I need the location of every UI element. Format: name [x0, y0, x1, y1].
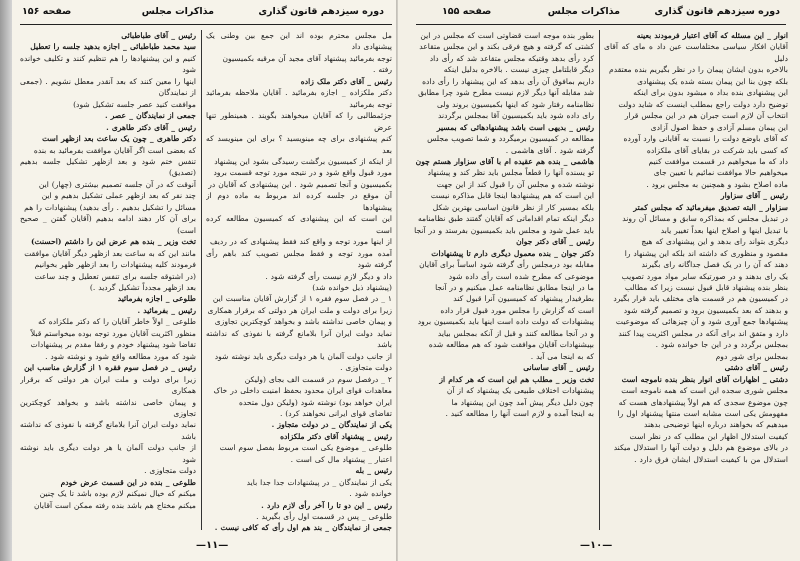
speaker-line: تخت وزیر _ بنده هم عرض این را داشتم (احسنت) — [30, 237, 196, 247]
right-page-footer: —۱۰— — [580, 540, 613, 551]
left-page-edge-shadow — [0, 0, 12, 561]
text-line: باید عمل شود و مجلس باید بکمیسیون بفرستد و در آنجا — [414, 225, 594, 235]
speaker-line: دشتی _ اظهارات آقای انوار بنظر بنده ناموجه است — [621, 374, 788, 384]
text-line: کنیم و این پیشنهادها را هم تنظیم کنند و تکلیف خوانده شود — [20, 53, 196, 75]
right-page-left-column — [414, 30, 594, 535]
speaker-line: رئیس _ آقای دکتر طاهری . — [106, 122, 196, 132]
text-line: دیگری بتواند رای بدهد و این پیشنهادی که هیچ — [641, 237, 788, 247]
text-line: این است که این پیشنهادی که کمیسیون مطالعه کرده است — [206, 214, 392, 235]
text-line: تقاضا شود پیشنهاد خودم و رفقا مقدم بر پیشنهادات — [30, 340, 196, 350]
text-line: معاهدات قوای ایران محدود بحفظ امنیت داخلی در خاک — [213, 386, 392, 396]
text-line: اعتبار _ پیشنهاد مال کی است . — [290, 454, 392, 464]
text-line: بطرفیدار پیشنهاد که کمیسیون آنرا قبول کند — [453, 294, 594, 304]
text-line: استدلال من با کیفیت استدلال ایشان فرق دارد . — [634, 454, 788, 464]
left-page-header — [14, 6, 394, 24]
speaker-line: دکتر جوان _ بنده معمول دیگری دارم تا پیشنهادات — [431, 248, 594, 258]
text-line: تو یسنده آنها را قطعاً مجلس باید نظر کند و پیشنهاد — [427, 168, 594, 178]
text-line: (در اشتوقه جلسه برای تنفس تعطیل و چند ساعت — [34, 271, 196, 281]
text-line: بعد ازظهر مجدداً تشکیل گردید .) — [89, 282, 196, 292]
text-line: در بالای موضوع هم دلیل و دولت آنها را استدلال میکند — [613, 443, 788, 453]
text-line: نوشته شده و مجلس آن را قبول کند از این جهت — [436, 179, 594, 189]
speaker-line: رئیس _ در فصل سوم فقره ۱ از گزارش مناسب این — [24, 363, 196, 373]
text-line: تنفس ختم شود و بعد ازظهر تشکیل جلسه بدهیم (تصدیق) — [20, 156, 196, 178]
text-line: منظور اکثریت آقایان مورد توجه بوده میخواستم قبلاً — [30, 328, 196, 338]
text-line: و بدهند که بعد بکمیسیون برود و تصمیم گرفته شود — [623, 305, 788, 315]
text-line: اینها را معین کنند که بعد آنقدر معطل نشویم . (جمعی از نمایندگان — [20, 76, 196, 98]
speaker-line: جمعی از نمایندگان _ عصر . — [104, 111, 196, 121]
text-line: این پیشنهادی بنده بداد ه میشود بدون برای اینکه — [633, 88, 788, 98]
speaker-line: رئیس _ آقای دشتی — [724, 363, 788, 373]
text-line: ماده اصلاح بشود و همچنین به مجلس برود . — [646, 179, 788, 189]
text-line: داد و دیگر لازم نیست رأی گرفته شود . — [265, 271, 392, 281]
text-line: طلوعی _ اولاً خاطر آقایان را که دکتر ملکزاده که — [38, 317, 196, 327]
speaker-line: یکی از نمایندگان _ در دولت متجاوز . — [271, 420, 392, 430]
text-line: انتخاب آن لازم است جبران هم در این مجلس قرار — [624, 111, 788, 121]
speaker-line: رئیس _ آقای طباطبائی — [121, 31, 196, 40]
text-line: رای داده شود باید بکمیسیون آقا بمجلس برگردند — [438, 111, 594, 121]
left-page-left-column — [20, 30, 196, 535]
speaker-line: انوار _ این مسئله که آقای اعتبار فرمودند بعینه — [636, 31, 788, 40]
speaker-line: سزاوار _ البته تصدیق میفرمائید که مجلس کمتر — [633, 202, 788, 212]
text-line: ۱ _ در فصل سوم فقره ۱ از گزارش آقایان مناسبت این — [212, 294, 392, 304]
text-line: چند نفر که بعد ازظهر عملی تشکیل بدهیم و این — [41, 191, 196, 201]
speaker-line: دکتر طاهری _ چون یک ساعت بعد ازظهر است — [42, 134, 196, 144]
text-line: کرد رأی بدهد وقتیکه مجلس متقاعد شد که رأی داد — [429, 53, 594, 63]
text-line: مسائل را تشکیل بدهیم . رأی بدهید) پیشنهادات را هم — [24, 202, 196, 212]
text-line: بکمیسیون و آنجا تصمیم شود . این پیشنهادی که آقایان در — [208, 179, 392, 189]
left-page-header-rule — [20, 24, 392, 25]
speaker-line: رئیس _ بله — [355, 466, 392, 476]
text-line: دکتر ملکزاده _ اجازه بفرمائید . آقایان ملاحظه بفرمائید توجه بفرمائید — [206, 88, 392, 109]
text-line: (پیشنهاد ذیل خوانده شد) — [312, 282, 392, 292]
text-line: بالاخره بدون ایشان پیمان را در نظر بگیریم بنده معتقدم — [609, 65, 788, 75]
left-page-number: صفحه ۱۵۶ — [22, 6, 72, 17]
text-line: ما در اینجا مطابق نظامنامه عمل میکنیم و در آنجا — [435, 282, 594, 292]
text-line — [206, 534, 392, 535]
text-line: میکنم که خیال نمیکنم لازم بوده باشد تا یک چنین — [39, 489, 196, 499]
text-line: مانند این که به ساعت بعد ازظهر دیگر آقایان موافقت — [24, 248, 196, 258]
text-line: و در آنجا مطالعه کنند و قبل از آنکه بمجلس بیاید — [437, 328, 594, 338]
text-line: به اینجا آمده و لازم است آنها را مطالعه کنید . — [445, 408, 594, 418]
speaker-line: هاشمی _ بنده هم عقیده ام با آقای سزاوار هستم چون — [415, 156, 594, 166]
text-line: فرمودند کلیه پیشنهادات را بعد ازظهر ظهر بخوانیم — [34, 260, 196, 270]
text-line: میخواهیم حالا موافقت نمائیم با تعیین جای — [653, 168, 788, 178]
text-line: شود که مورد مطالعه واقع شود و نوشته شود . — [45, 351, 196, 361]
speaker-line: طلوعی _ اجازه بفرمائید — [117, 294, 196, 304]
text-line: مقصود و منظوری که داشته اند بلکه این پیشنهاد را — [624, 248, 788, 258]
text-line: ۲ _ درفصل سوم در قسمت الف بجای (ولیکن — [244, 374, 392, 384]
text-line: جزئمطالبی را که آقایان میخواهند بگویند . همینطور تنها عرض — [206, 111, 392, 132]
speaker-line: رئیس _ آقای دکتر ملک زاده — [300, 76, 392, 86]
speaker-line: طلوعی _ بنده در این قسمت عرض خودم — [60, 477, 196, 487]
text-line: یکی از نمایندگان _ در پیشنهادات جدا جدا باید — [246, 477, 392, 487]
text-line: بمجلس برای شور دوم — [715, 351, 788, 361]
text-line: آقایان افکار سیاسی مختلفاست عین داد ه مای که آقای دلیل — [604, 42, 788, 63]
text-line: از جانب دولت آلمان یا هر دولت دیگری باید نوشته شود — [214, 351, 392, 361]
text-line: و پیمان خاصی نداشته باشد و بخواهد کوچکترین تجاوزی — [20, 397, 196, 418]
left-page-footer: —۱۱— — [196, 540, 229, 551]
text-line: بپیشنهادات آقایان موافقت شود که هم مطالعه شده — [428, 340, 594, 350]
speaker-line: رئیس _ بدیهی است باشد پیشنهادهائی که بمسیر — [436, 122, 594, 132]
speaker-line: رئیس _ پیشنهاد آقای دکتر ملکزاده — [280, 431, 392, 441]
speaker-line: رئیس _ آقای دکتر جوان — [516, 237, 594, 247]
right-page-header-rule — [416, 24, 786, 25]
text-line: دارد و متفق اند برای آنکه در مجلس اکثریت پیدا کنند — [618, 328, 788, 338]
text-line: آن موقع در جلسه کرده اند مربوط به ماده دوم از پیشنهادها — [206, 191, 392, 212]
speaker-line: رئیس _ آقای سزاوار — [720, 191, 788, 201]
text-line: رفته . — [373, 65, 392, 75]
speaker-line: رئیس _ بفرمائید . — [137, 305, 196, 315]
text-line: که بعضی است اگر آقایان موافقت بفرمائید به بنده — [33, 145, 196, 155]
text-line: میکنم مختاج هم باشد بنده رفته ممکن است آقایان — [34, 500, 196, 510]
text-line: دهند که آن را در یک فصل جداگانه رای بگیرند — [641, 260, 788, 270]
text-line: کنم پیشنهادی برای چه مینویسید ؟ برای این مینویسد که بعد — [206, 134, 392, 155]
text-line: از جانب دولت آلمان یا هر دولت دیگری باید نوشته شود — [20, 443, 196, 464]
text-line: و پیمان خاصی نداشته باشد و بخواهد کوچکترین تجاوزی — [214, 317, 392, 327]
text-line: این پیمان مسلم آزادی و حفظ اصول آزادی — [650, 122, 788, 132]
text-line: پیشنهادها جمع آوری شود و آن چیزهائی که موضوعیت — [615, 317, 788, 327]
text-line: که آقای باوضع دولت را نسبت به آقایانی وارد آورده — [623, 134, 788, 144]
text-line: خوانده شود . — [349, 489, 392, 499]
text-line: طلوعی _ پس در قسمت اول رأی بگیرید . — [256, 512, 392, 522]
text-line: داد که ما میخواهیم در قسمت موافقت کنیم — [648, 156, 788, 166]
text-line: در تبدیل مجلس که بمذاکره سابق و مسائل آن روند — [622, 214, 788, 224]
text-line: تقاضای قوای ایرانی نخواهند کرد) . — [279, 408, 392, 418]
text-line: نظامنامه رفتار شود که اینها بکمیسیون بروند ولی — [436, 99, 594, 109]
text-line: چون دلیل دیگر پیش آمد چون این پیشنهاد ما — [451, 397, 594, 407]
text-line: مطالعه در کمیسیون برمیگردد و شما تصویب مجلس — [427, 134, 594, 144]
right-page-number: صفحه ۱۵۵ — [442, 6, 492, 17]
right-page — [398, 0, 800, 561]
text-line: موضوعی که مطرح شده است رأی داده شود — [448, 271, 594, 281]
text-line: دولت متجاوزی . — [144, 466, 196, 476]
text-line: بلکه چون بنا این پیمان بسته شده یک پیشنهادی — [637, 76, 788, 86]
left-page-right-column — [206, 30, 392, 535]
text-line: دیگر اینکه تمام اقداماتی که آقایان گفتند طبق نظامنامه — [417, 214, 594, 224]
text-line: در کمیسیون هم در قسمت های مختلف باید قرار بگیرد — [613, 294, 788, 304]
text-line: آمده مورد توجه و فقط مجلس تصویب کند باهم رأی گرفته شود — [206, 248, 392, 270]
left-page-column-rule — [201, 30, 202, 530]
right-page-session: دوره سیزدهم قانون گذاری — [654, 6, 780, 17]
text-line: زیرا برای دولت و ملت ایران هر دولتی که برقرار همکاری — [20, 374, 196, 396]
speaker-line: تخت وزیر _ مطلب هم این است که هر کدام از — [439, 374, 594, 384]
text-line: است که گزارش را مجلس مورد قبول قرار داده — [440, 305, 594, 315]
text-line: از اینکه از کمیسیون برگشت رسیدگی بشود این پیشنهاد — [214, 156, 392, 166]
text-line: مفهومش یکی است مشابه است منتها پیشنهاد اول را — [617, 408, 788, 418]
text-line: میدهیم که بخواهند درباره اینها توضیحی بدهند — [643, 420, 788, 430]
text-line: شد مقابله آنها دیگر لازم نیست مطرح شود چرا مطابق — [418, 88, 594, 98]
text-line: بمجلس برگردد و در این جا خوانده شود . — [655, 340, 788, 350]
speaker-line: رئیس _ این دو تا را آخر رأی لازم دارد . — [261, 500, 392, 510]
text-line: طلوعی _ موضوع یکی است مربوط بفصل سوم است — [219, 443, 392, 453]
text-line: توجه بفرمائید پیشنهاد آقای مجید آن مرقبه بکمیسیون — [222, 53, 392, 63]
text-line: کشتی که گرفته و هیچ فرقی بکند و این مجلس متقاعد — [419, 42, 594, 52]
text-line: بطور بنده موجه است قضاوتی است که مجلس در این — [420, 31, 594, 40]
right-page-column-rule — [599, 30, 600, 530]
text-line: پیشنهادات که دولت داده است اینها باید بکمیسیون برود — [417, 317, 594, 327]
text-line: داریم بمافوق آن رأی بدهد که این پیشنهاد را رأی داده — [422, 76, 594, 86]
text-line: آنوقت که در آن جلسه تصمیم بیشتری (چهار) این — [38, 179, 196, 189]
speaker-line: رئیس _ آقای ساسانی — [523, 363, 594, 373]
text-line: از اینها مورد توجه و واقع کند فقط پیشنهادی که در ردیف — [209, 237, 392, 247]
text-line: گرفته شود . آقای هاشمی . — [505, 145, 594, 155]
right-page-right-column — [604, 30, 788, 535]
text-line: چون موضوع سجدی که هم اولاً پیشنهادهای هست که — [618, 397, 788, 407]
text-line: مجلس شوری سجده این است که همه ناموجه است — [621, 386, 788, 396]
right-page-header — [412, 6, 788, 24]
text-line: مل مجلس محترم بوده اند این جمع بین وطنی یک پیشنهادی داد — [206, 31, 392, 52]
text-line: نماید دولت ایران آنرا بلامانع گرفته با نفوذی که نداشته باشد — [206, 328, 392, 350]
speaker-line: جمعی از نمایندگان _ بند هم اول رأی که کافی نیست . — [214, 523, 392, 533]
right-page-title: مذاکرات مجلس — [547, 6, 620, 17]
text-line: که به اینجا می آید . — [530, 351, 594, 361]
text-line: بنظر بنده پیشنهاد قابل قبول نیست زیرا که مطالب — [624, 282, 788, 292]
text-line: با تبدیل اینها و اصلاح اینها بعداً تغییر یابد — [660, 225, 788, 235]
text-line: که کسی باید شرکت در بقایای آقای ملکزاده — [646, 145, 788, 155]
speaker-line: سید محمد طباطبائی _ اجازه بدهید جلسه را تعطیل — [30, 42, 196, 52]
text-line: توضیح دارد دولت راجع بمطلب اینست که شاید دولت — [618, 99, 788, 109]
text-line: مقابله بود درمجلس رأی گرفته شود اساساً برای آقایان — [419, 260, 594, 270]
text-line: بلکه بمسیر کار از نظر قانون اساسی بهترین شکل — [432, 202, 594, 212]
text-line: نماید دولت ایران آنرا بلامانع گرفته با نفوذی که نداشته باشد — [20, 420, 196, 441]
text-line: دولت متجاوزی . — [340, 363, 392, 373]
text-line: مورد قبول واقع شود و در نتیجه مورد توجه قسمت برود — [213, 168, 392, 178]
text-line: پیشنهادات اختلاف طبیعی یک پیشنهاد که از آن — [446, 386, 594, 396]
text-line: برای آن کار دهند ادامه بدهیم (آقایان گفتن _ صحیح است) — [20, 214, 196, 235]
text-line: زیرا برای دولت و ملت ایران هر دولتی که برقرار همکاری — [207, 305, 392, 315]
text-line: این است که هم پیشنهادها اینجا قابل مذاکره نیست — [430, 191, 594, 201]
left-page-title: مذاکرات مجلس — [141, 6, 214, 17]
text-line: یک رای بدهند و در صورتیکه سایر مواد مورد تصویب — [621, 271, 788, 281]
text-line: دیگر قابلتامل چیزی نیست . بالاخره بدلیل اینکه — [443, 65, 594, 75]
left-page-session: دوره سیزدهم قانون گذاری — [258, 6, 384, 17]
text-line: ایران خواهد بود) نوشته شود (ولیکن دول متحده — [238, 397, 392, 407]
text-line: موافقت کنید عصر جلسه تشکیل شود) — [73, 99, 196, 109]
text-line: کیفیت استدلال اظهار این مطلب که در نظر است — [629, 431, 788, 441]
